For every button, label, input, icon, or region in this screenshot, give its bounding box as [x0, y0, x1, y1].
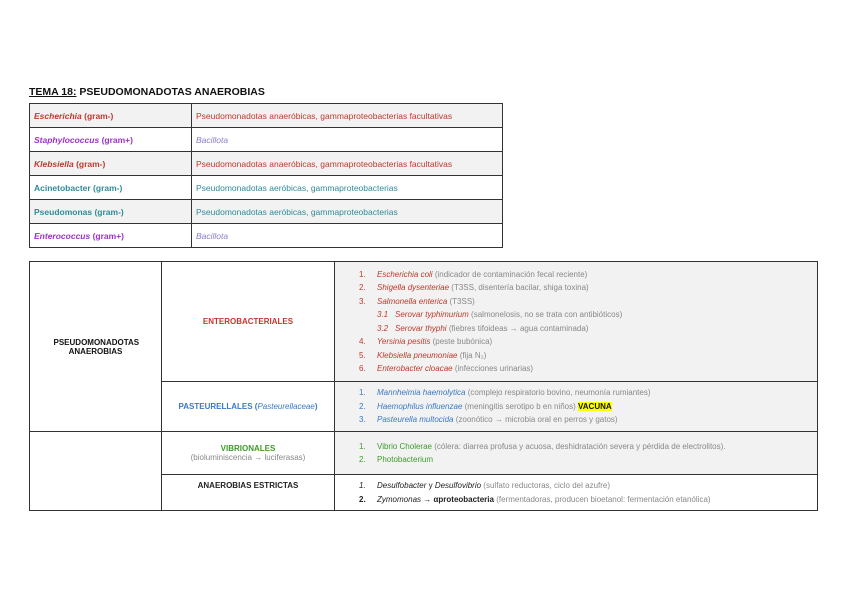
- table-row: [30, 262, 818, 382]
- group-anaerobias-estrictas: ANAEROBIAS ESTRICTAS: [162, 475, 335, 511]
- genus-cell: Acinetobacter (gram-): [30, 176, 192, 200]
- list-item: 4. Yersinia pesitis (peste bubónica): [359, 337, 493, 346]
- bacteria-table: [29, 103, 503, 248]
- genus-cell: Klebsiella (gram-): [30, 152, 192, 176]
- list-item: 3.2 Serovar thyphi (fiebres tifoideas → agua contaminada): [377, 323, 589, 333]
- table-row: [30, 128, 503, 152]
- group-pasteurellales: PASTEURELLALES (Pasteurellaceae): [162, 382, 335, 432]
- list-item: 1. Mannheimia haemolytica (complejo respiratorio bovino, neumonía rumiantes): [359, 388, 651, 398]
- table-row: [30, 104, 503, 128]
- class-cell: Pseudomonadotas aeróbicas, gammaproteobacterias: [192, 176, 503, 200]
- table-row: [30, 200, 503, 224]
- genus-cell: Escherichia (gram-): [30, 104, 192, 128]
- genus-cell: Enterococcus (gram+): [30, 224, 192, 248]
- group-enterobacteriales: ENTEROBACTERIALES: [162, 262, 335, 382]
- page-title: [29, 86, 265, 98]
- table-row: [30, 152, 503, 176]
- group-items: [335, 475, 818, 511]
- list-item: 3. Pasteurella multocida (zoonótico → microbia oral en perros y gatos): [359, 415, 618, 425]
- list-item: 5. Klebsiella pneumoniae (fija N₂): [359, 350, 487, 360]
- class-cell: Pseudomonadotas anaeróbicas, gammaproteobacterias facultativas: [192, 152, 503, 176]
- vaccine-badge: VACUNA: [578, 401, 612, 411]
- title-text: PSEUDOMONADOTAS ANAEROBIAS: [79, 86, 265, 98]
- list-item: 2. Shigella dysenteriae (T3SS, disentería bacilar, shiga toxina): [359, 283, 589, 292]
- genus-cell: Staphylococcus (gram+): [30, 128, 192, 152]
- list-item: 1. Desulfobacter y Desulfovibrio (sulfato reductoras, ciclo del azufre): [359, 481, 611, 490]
- list-item: 1. Escherichia coli (indicador de contaminación fecal reciente): [359, 269, 588, 279]
- list-item: 2. Haemophilus influenzae (meningitis serotipo b en niños) VACUNA: [359, 401, 612, 411]
- list-item: 1. Vibrio Cholerae (cólera: diarrea profusa y acuosa, deshidratación severa y pérdida de electrolitos).: [359, 441, 726, 451]
- list-item: 6. Enterobacter cloacae (infecciones urinarias): [359, 364, 534, 373]
- list-item: 3.1 Serovar typhimurium (salmonelosis, no se trata con antibióticos): [377, 310, 623, 319]
- group-items: [335, 382, 818, 432]
- table-row: [30, 176, 503, 200]
- table-row: [30, 432, 818, 475]
- list-item: 2. Zymomonas → αproteobacteria (fermentadoras, producen bioetanol: fermentación etanólica): [359, 494, 711, 504]
- table-row: [30, 224, 503, 248]
- class-cell: Pseudomonadotas aeróbicas, gammaproteobacterias: [192, 200, 503, 224]
- genus-cell: Pseudomonas (gram-): [30, 200, 192, 224]
- group-items: [335, 432, 818, 475]
- main-group-label: PSEUDOMONADOTAS ANAEROBIAS: [30, 262, 162, 432]
- class-cell: Pseudomonadotas anaeróbicas, gammaproteobacterias facultativas: [192, 104, 503, 128]
- classification-table: [29, 261, 818, 511]
- group-vibrionales: VIBRIONALES (bioluminiscencia → luciferasas): [162, 432, 335, 475]
- list-item: 2. Photobacterium: [359, 455, 434, 464]
- group-items: [335, 262, 818, 382]
- class-cell: Bacillota: [192, 128, 503, 152]
- list-item: 3. Salmonella enterica (T3SS): [359, 296, 475, 306]
- class-cell: Bacillota: [192, 224, 503, 248]
- title-label: TEMA 18:: [29, 86, 77, 98]
